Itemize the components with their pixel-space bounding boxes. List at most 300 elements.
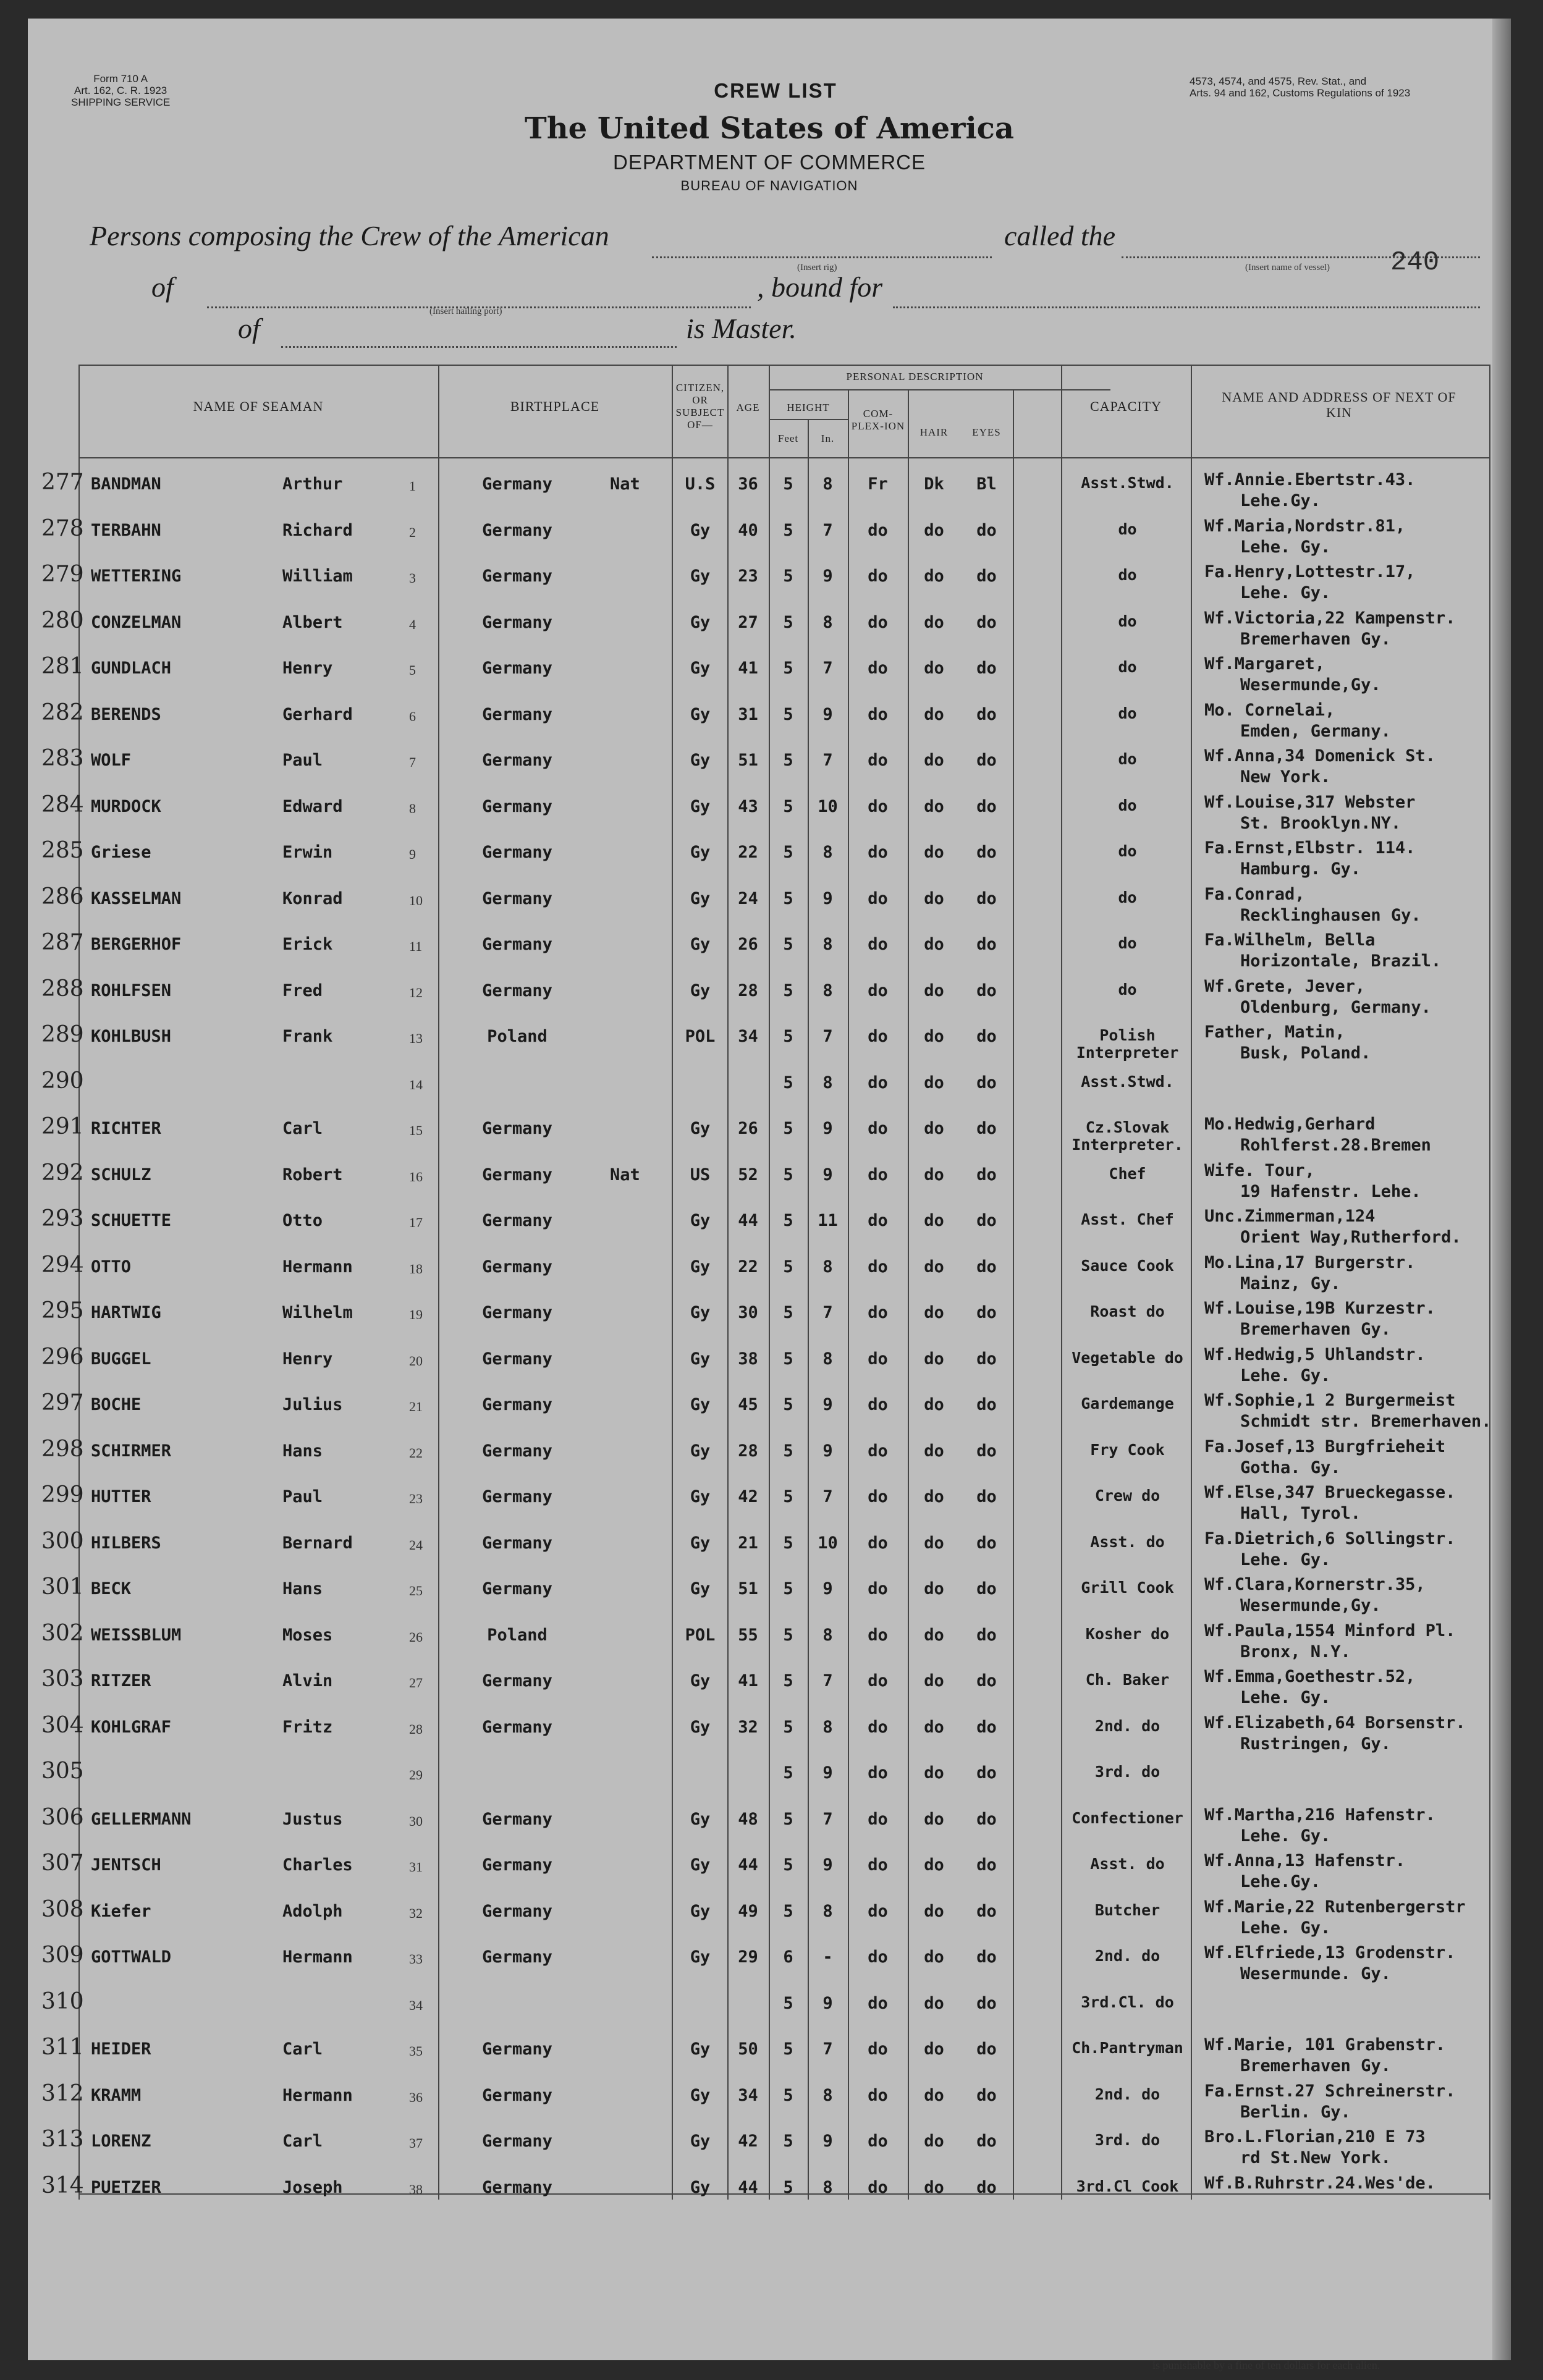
cell-age: 44 <box>738 1855 758 1875</box>
cell-capacity: do <box>1118 888 1137 906</box>
cell-eyes: do <box>976 1303 997 1322</box>
cell-kin-name: Wf.Else,347 Brueckegasse. <box>1204 1483 1456 1502</box>
table-row <box>41 607 1490 654</box>
cell-capacity: do <box>1118 612 1137 630</box>
cell-capacity: Asst.Stwd. <box>1081 474 1174 492</box>
crew-list-title: CREW LIST <box>714 79 837 102</box>
cell-feet: 5 <box>783 1487 793 1506</box>
cell-no: 286 <box>41 884 84 909</box>
cell-citizen: Gy <box>690 1579 711 1598</box>
cell-given: Carl <box>282 2132 323 2151</box>
cell-line: 37 <box>409 2135 423 2151</box>
cell-complexion: do <box>868 1855 888 1875</box>
table-row <box>41 2127 1490 2172</box>
cell-hair: do <box>924 1809 944 1829</box>
cell-complexion: do <box>868 1625 888 1645</box>
cell-complexion: do <box>868 1119 888 1138</box>
cell-age: 49 <box>738 1901 758 1921</box>
cell-line: 8 <box>409 800 416 816</box>
cell-eyes: do <box>976 1211 997 1230</box>
cell-line: 36 <box>409 2089 423 2105</box>
cell-inches: 8 <box>822 1625 833 1645</box>
cell-line: 14 <box>409 1076 423 1092</box>
cell-age: 29 <box>738 1947 758 1967</box>
cell-inches: 8 <box>822 843 833 862</box>
cell-hair: do <box>924 1441 944 1461</box>
cell-age: 43 <box>738 796 758 816</box>
cell-no: 298 <box>41 1436 84 1462</box>
cell-kin-name: Mo. Cornelai, <box>1204 700 1335 720</box>
cell-age: 31 <box>738 704 758 724</box>
cell-kin-name: Fa.Dietrich,6 Sollingstr. <box>1204 1529 1456 1548</box>
cell-kin-address: Hall, Tyrol. <box>1240 1504 1361 1523</box>
cell-nat: Nat <box>610 475 640 494</box>
cell-no: 309 <box>41 1943 84 1968</box>
cell-citizen: US <box>690 1165 711 1184</box>
col-header-feet: Feet <box>777 433 799 444</box>
cell-citizen: Gy <box>690 1487 711 1506</box>
cell-hair: do <box>924 520 944 540</box>
cell-citizen: Gy <box>690 935 711 954</box>
cell-birthplace: Germany <box>482 796 552 816</box>
cell-line: 3 <box>409 570 416 586</box>
cell-surname: JENTSCH <box>91 1855 161 1875</box>
table-row <box>41 1252 1490 1298</box>
cell-eyes: do <box>976 1763 997 1783</box>
cell-age: 32 <box>738 1717 758 1737</box>
cell-line: 28 <box>409 1721 423 1737</box>
cell-line: 15 <box>409 1123 423 1138</box>
cell-surname: CONZELMAN <box>91 612 182 632</box>
cell-capacity: Gardemange <box>1081 1395 1174 1412</box>
cell-feet: 5 <box>783 751 793 770</box>
cell-hair: do <box>924 659 944 678</box>
cell-complexion: do <box>868 1257 888 1277</box>
cell-birthplace: Germany <box>482 1349 552 1369</box>
cell-citizen: Gy <box>690 1717 711 1737</box>
cell-age: 42 <box>738 1487 758 1506</box>
cell-surname: GELLERMANN <box>91 1809 192 1829</box>
cell-feet: 6 <box>783 1947 793 1967</box>
cell-given: Charles <box>282 1855 353 1875</box>
cell-feet: 5 <box>783 2132 793 2151</box>
cell-feet: 5 <box>783 520 793 540</box>
cell-capacity: do <box>1118 520 1137 538</box>
cell-complexion: do <box>868 2085 888 2105</box>
statute-reference <box>1190 75 1410 99</box>
cell-no: 287 <box>41 930 84 955</box>
cell-inches: 9 <box>822 1855 833 1875</box>
cell-given: Adolph <box>282 1901 343 1921</box>
cell-inches: 9 <box>822 1395 833 1414</box>
table-row <box>41 1482 1490 1528</box>
cell-line: 38 <box>409 2181 423 2197</box>
cell-inches: 9 <box>822 704 833 724</box>
col-header-hair: HAIR <box>919 426 949 438</box>
cell-surname: PUETZER <box>91 2177 161 2197</box>
cell-kin-name: Wf.Margaret, <box>1204 654 1325 673</box>
cell-given: Konrad <box>282 888 343 908</box>
cell-line: 23 <box>409 1491 423 1506</box>
cell-birthplace: Germany <box>482 2040 552 2059</box>
cell-citizen: Gy <box>690 1855 711 1875</box>
cell-given: Hans <box>282 1579 323 1598</box>
cell-kin-name: Wf.Louise,19B Kurzestr. <box>1204 1299 1435 1318</box>
cell-hair: do <box>924 2085 944 2105</box>
form-number: Form 710 A <box>93 73 148 85</box>
cell-inches: 8 <box>822 2085 833 2105</box>
cell-given: Hermann <box>282 2085 353 2105</box>
cell-feet: 5 <box>783 1809 793 1829</box>
table-row <box>41 1436 1490 1482</box>
cell-birthplace: Germany <box>482 1579 552 1598</box>
cell-age: 48 <box>738 1809 758 1829</box>
cell-surname: HARTWIG <box>91 1303 161 1322</box>
cell-no: 312 <box>41 2080 84 2106</box>
cell-citizen: Gy <box>690 2132 711 2151</box>
cell-kin-address: Recklinghausen Gy. <box>1240 905 1421 925</box>
cell-hair: do <box>924 1763 944 1783</box>
cell-kin-address: Berlin. Gy. <box>1240 2102 1351 2122</box>
cell-kin-address: Bronx, N.Y. <box>1240 1642 1351 1661</box>
cell-eyes: do <box>976 2177 997 2197</box>
cell-inches: 9 <box>822 1441 833 1461</box>
cell-age: 44 <box>738 2177 758 2197</box>
cell-eyes: do <box>976 935 997 954</box>
cell-no: 304 <box>41 1712 84 1738</box>
cell-kin-name: Fa.Conrad, <box>1204 884 1305 904</box>
cell-surname: BUGGEL <box>91 1349 151 1369</box>
cell-line: 11 <box>409 939 423 954</box>
cell-line: 16 <box>409 1168 423 1184</box>
cell-line: 25 <box>409 1583 423 1598</box>
cell-citizen: Gy <box>690 751 711 770</box>
cell-capacity: do <box>1118 796 1137 814</box>
cell-inches: 8 <box>822 1349 833 1369</box>
cell-feet: 5 <box>783 1993 793 2013</box>
cell-citizen: Gy <box>690 1533 711 1553</box>
cell-feet: 5 <box>783 2040 793 2059</box>
cell-given: Alvin <box>282 1671 333 1690</box>
cell-feet: 5 <box>783 704 793 724</box>
cell-capacity: do <box>1118 842 1137 860</box>
cell-complexion: do <box>868 1441 888 1461</box>
cell-kin-name: Wf.Hedwig,5 Uhlandstr. <box>1204 1344 1426 1364</box>
cell-line: 29 <box>409 1767 423 1783</box>
cell-given: Julius <box>282 1395 343 1414</box>
cell-capacity: 3rd. do <box>1094 1763 1160 1781</box>
cell-no: 300 <box>41 1528 84 1554</box>
cell-kin-name: Wf.Clara,Kornerstr.35, <box>1204 1575 1426 1594</box>
table-row <box>41 654 1490 699</box>
cell-surname: BERGERHOF <box>91 935 182 954</box>
cell-given: Hans <box>282 1441 323 1461</box>
cell-inches: 9 <box>822 1165 833 1184</box>
cell-feet: 5 <box>783 612 793 632</box>
cell-complexion: do <box>868 1487 888 1506</box>
cell-birthplace: Germany <box>482 935 552 954</box>
table-row <box>41 1850 1490 1896</box>
cell-citizen: Gy <box>690 567 711 586</box>
table-row <box>41 1114 1490 1160</box>
cell-given: Fritz <box>282 1717 333 1737</box>
cell-inches: 7 <box>822 1809 833 1829</box>
cell-no: 292 <box>41 1160 84 1186</box>
table-row <box>41 1068 1490 1114</box>
cell-eyes: Bl <box>976 475 997 494</box>
cell-line: 32 <box>409 1905 423 1921</box>
cell-line: 21 <box>409 1399 423 1414</box>
cell-line: 20 <box>409 1352 423 1369</box>
cell-no: 308 <box>41 1896 84 1922</box>
cell-no: 290 <box>41 1068 84 1094</box>
cell-age: 42 <box>738 2132 758 2151</box>
cell-eyes: do <box>976 1119 997 1138</box>
cell-age: 22 <box>738 843 758 862</box>
cell-birthplace: Germany <box>482 2132 552 2151</box>
rig-blank[interactable] <box>652 256 992 258</box>
table-row <box>41 884 1490 930</box>
cell-inches: - <box>822 1947 833 1967</box>
cell-surname: GOTTWALD <box>91 1947 172 1967</box>
cell-line: 10 <box>409 892 423 908</box>
cell-age: 41 <box>738 1671 758 1690</box>
cell-birthplace: Germany <box>482 1257 552 1277</box>
cell-inches: 8 <box>822 612 833 632</box>
cell-capacity: Asst. Chef <box>1081 1210 1174 1228</box>
cell-feet: 5 <box>783 659 793 678</box>
cell-eyes: do <box>976 1533 997 1553</box>
table-row <box>41 1666 1490 1712</box>
cell-hair: do <box>924 1349 944 1369</box>
cell-kin-address: Oldenburg, Germany. <box>1240 997 1431 1017</box>
cell-eyes: do <box>976 1027 997 1046</box>
cell-kin-name: Father, Matin, <box>1204 1023 1345 1042</box>
cell-capacity: Sauce Cook <box>1081 1256 1174 1275</box>
cell-kin-address: rd St.New York. <box>1240 2148 1391 2167</box>
col-header-inches: In. <box>821 433 835 444</box>
cell-feet: 5 <box>783 1027 793 1046</box>
cell-kin-name: Wf.Annie.Ebertstr.43. <box>1204 470 1416 489</box>
cell-eyes: do <box>976 567 997 586</box>
cell-hair: do <box>924 796 944 816</box>
cell-citizen: Gy <box>690 1395 711 1414</box>
of-label: of <box>151 271 174 303</box>
cell-inches: 11 <box>818 1211 838 1230</box>
cell-citizen: Gy <box>690 520 711 540</box>
cell-no: 303 <box>41 1666 84 1692</box>
cell-eyes: do <box>976 1671 997 1690</box>
cell-line: 30 <box>409 1813 423 1829</box>
cell-no: 296 <box>41 1344 84 1370</box>
cell-eyes: do <box>976 612 997 632</box>
cell-given: William <box>282 567 353 586</box>
cell-eyes: do <box>976 2132 997 2151</box>
cell-inches: 7 <box>822 1303 833 1322</box>
table-row <box>41 838 1490 884</box>
cell-capacity: do <box>1118 704 1137 722</box>
bureau-title: BUREAU OF NAVIGATION <box>680 178 858 193</box>
cell-hair: do <box>924 1717 944 1737</box>
cell-capacity: 2nd. do <box>1094 1716 1160 1735</box>
cell-birthplace: Germany <box>482 704 552 724</box>
cell-hair: do <box>924 612 944 632</box>
cell-kin-name: Wf.Grete, Jever, <box>1204 976 1366 996</box>
cell-line: 6 <box>409 708 416 724</box>
cell-eyes: do <box>976 981 997 1000</box>
master-name-blank[interactable] <box>281 346 677 348</box>
cell-capacity: 2nd. do <box>1094 1947 1160 1965</box>
cell-eyes: do <box>976 796 997 816</box>
cell-surname: WETTERING <box>91 567 182 586</box>
table-row <box>41 1988 1490 2035</box>
cell-kin-address: Rustringen, Gy. <box>1240 1734 1391 1753</box>
cell-hair: do <box>924 751 944 770</box>
cell-citizen: Gy <box>690 1119 711 1138</box>
cell-surname: MURDOCK <box>91 796 161 816</box>
cell-kin-address: 19 Hafenstr. Lehe. <box>1240 1181 1421 1201</box>
cell-eyes: do <box>976 1809 997 1829</box>
cell-line: 24 <box>409 1537 423 1553</box>
cell-inches: 9 <box>822 567 833 586</box>
personal-description-rule <box>769 389 1110 390</box>
cell-birthplace: Germany <box>482 1165 552 1184</box>
cell-eyes: do <box>976 2085 997 2105</box>
cell-capacity: 3rd.Cl. do <box>1081 1993 1174 2011</box>
cell-kin-address: Lehe.Gy. <box>1240 1872 1321 1891</box>
cell-complexion: do <box>868 935 888 954</box>
cell-age: 30 <box>738 1303 758 1322</box>
cell-kin-address: Lehe. Gy. <box>1240 1826 1331 1846</box>
cell-kin-address: Lehe. Gy. <box>1240 1550 1331 1569</box>
cell-no: 305 <box>41 1758 84 1784</box>
cell-given: Fred <box>282 981 323 1000</box>
cell-complexion: do <box>868 2132 888 2151</box>
cell-complexion: do <box>868 1165 888 1184</box>
port-hint: (Insert hailing port) <box>429 306 502 316</box>
cell-given: Moses <box>282 1625 333 1645</box>
cell-age: 40 <box>738 520 758 540</box>
cell-kin-name: Fa.Henry,Lottestr.17, <box>1204 562 1416 581</box>
cell-kin-name: Wf.Anna,34 Domenick St. <box>1204 746 1435 766</box>
cell-surname: BERENDS <box>91 704 161 724</box>
cell-kin-name: Wf.Maria,Nordstr.81, <box>1204 516 1406 536</box>
cell-complexion: do <box>868 796 888 816</box>
cell-surname: TERBAHN <box>91 520 161 540</box>
cell-age: 41 <box>738 659 758 678</box>
cell-age: 34 <box>738 2085 758 2105</box>
cell-capacity: Fry Cook <box>1090 1440 1165 1459</box>
cell-kin-address: Schmidt str. Bremerhaven. <box>1240 1412 1492 1431</box>
cell-kin-name: Wf.Victoria,22 Kampenstr. <box>1204 608 1456 628</box>
cell-kin-name: Wf.Louise,317 Webster <box>1204 792 1416 812</box>
cell-citizen: Gy <box>690 1257 711 1277</box>
cell-feet: 5 <box>783 1901 793 1921</box>
cell-birthplace: Germany <box>482 1533 552 1553</box>
cell-age: 28 <box>738 1441 758 1461</box>
cell-birthplace: Germany <box>482 1947 552 1967</box>
cell-capacity: Asst.Stwd. <box>1081 1072 1174 1091</box>
cell-eyes: do <box>976 1441 997 1461</box>
cell-feet: 5 <box>783 796 793 816</box>
cell-feet: 5 <box>783 888 793 908</box>
col-header-citizen: CITIZEN, OR SUBJECT OF— <box>675 382 725 431</box>
cell-kin-address: New York. <box>1240 767 1331 787</box>
cell-surname: KASSELMAN <box>91 888 182 908</box>
cell-given: Joseph <box>282 2177 343 2197</box>
cell-birthplace: Germany <box>482 1901 552 1921</box>
cell-hair: do <box>924 704 944 724</box>
cell-capacity: Asst. do <box>1090 1532 1165 1551</box>
table-row <box>41 1390 1492 1436</box>
cell-line: 5 <box>409 662 416 678</box>
cell-inches: 8 <box>822 1073 833 1092</box>
table-top-rule <box>78 365 1490 366</box>
cell-age: 38 <box>738 1349 758 1369</box>
cell-age: 51 <box>738 1579 758 1598</box>
cell-citizen: Gy <box>690 888 711 908</box>
cell-inches: 9 <box>822 888 833 908</box>
cell-no: 310 <box>41 1988 84 2014</box>
cell-no: 295 <box>41 1298 84 1323</box>
cell-kin-address: Bremerhaven Gy. <box>1240 1320 1391 1339</box>
cell-no: 313 <box>41 2127 84 2152</box>
cell-hair: do <box>924 1395 944 1414</box>
cell-kin-address: Emden, Germany. <box>1240 721 1391 741</box>
cell-eyes: do <box>976 1395 997 1414</box>
destination-blank[interactable] <box>893 306 1480 308</box>
cell-no: 297 <box>41 1390 84 1416</box>
cell-given: Paul <box>282 1487 323 1506</box>
col-header-capacity: CAPACITY <box>1090 399 1162 414</box>
table-row <box>41 1712 1490 1758</box>
cell-line: 22 <box>409 1445 423 1461</box>
cell-birthplace: Germany <box>482 659 552 678</box>
cell-no: 288 <box>41 976 84 1002</box>
cell-kin-address: Busk, Poland. <box>1240 1044 1371 1063</box>
cell-citizen: Gy <box>690 2040 711 2059</box>
cell-birthplace: Germany <box>482 1855 552 1875</box>
cell-citizen: POL <box>685 1625 716 1645</box>
cell-birthplace: Germany <box>482 1487 552 1506</box>
table-row <box>41 1528 1490 1574</box>
cell-eyes: do <box>976 1487 997 1506</box>
cell-eyes: do <box>976 1901 997 1921</box>
cell-birthplace: Poland <box>487 1625 547 1645</box>
cell-line: 13 <box>409 1031 423 1046</box>
cell-feet: 5 <box>783 1625 793 1645</box>
cell-no: 302 <box>41 1620 84 1646</box>
cell-inches: 8 <box>822 2177 833 2197</box>
cell-capacity: Asst. do <box>1090 1855 1165 1873</box>
cell-birthplace: Germany <box>482 1717 552 1737</box>
cell-complexion: do <box>868 888 888 908</box>
cell-feet: 5 <box>783 1717 793 1737</box>
cell-complexion: do <box>868 751 888 770</box>
cell-citizen: Gy <box>690 1809 711 1829</box>
cell-birthplace: Germany <box>482 1441 552 1461</box>
cell-capacity: do <box>1118 750 1137 768</box>
cell-complexion: do <box>868 1579 888 1598</box>
cell-birthplace: Germany <box>482 751 552 770</box>
table-row <box>41 699 1490 746</box>
cell-complexion: do <box>868 1717 888 1737</box>
cell-kin-name: Wf.Martha,216 Hafenstr. <box>1204 1805 1435 1825</box>
cell-hair: do <box>924 1671 944 1690</box>
cell-citizen: Gy <box>690 1349 711 1369</box>
cell-capacity: do <box>1118 658 1137 676</box>
cell-inches: 8 <box>822 1901 833 1921</box>
